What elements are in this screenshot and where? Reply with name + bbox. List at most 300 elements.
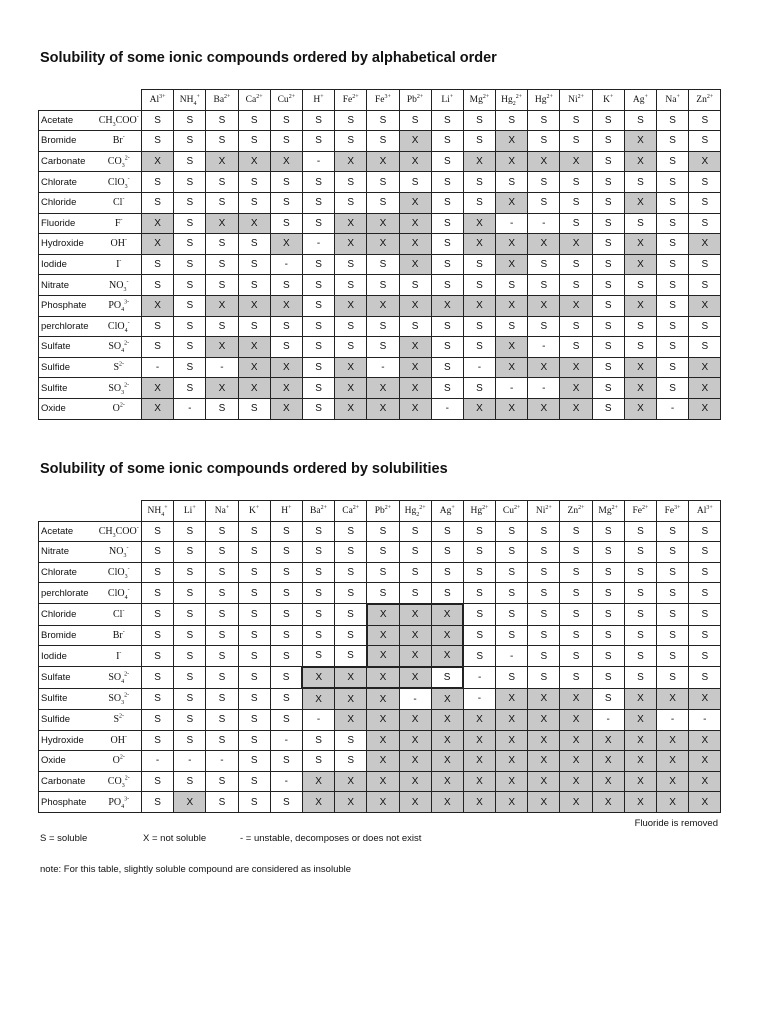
solubility-cell: S [174,730,206,751]
cation-charge: 2+ [545,504,552,511]
solubility-cell: X [528,234,560,255]
solubility-cell: X [463,709,495,730]
solubility-cell: S [238,234,270,255]
solubility-cell: S [592,192,624,213]
solubility-cell: S [238,398,270,419]
solubility-cell: S [624,521,656,542]
solubility-cell: X [624,378,656,399]
solubility-cell: S [463,254,495,275]
solubility-cell: S [174,192,206,213]
solubility-cell: S [206,110,238,131]
solubility-cell: S [302,646,334,667]
table-row [39,521,721,542]
solubility-ordered-table [38,500,721,813]
solubility-cell: S [142,709,174,730]
solubility-cell: S [174,709,206,730]
solubility-cell: X [238,213,270,234]
solubility-cell: X [270,398,302,419]
solubility-cell: S [270,751,302,772]
solubility-cell: S [335,337,367,358]
solubility-cell: S [431,357,463,378]
table-row [39,254,721,275]
solubility-cell: S [496,172,528,193]
solubility-cell: S [560,254,592,275]
solubility-cell: X [560,751,592,772]
cation-header [496,90,528,111]
solubility-cell: X [399,771,431,792]
solubility-cell: X [431,646,463,667]
solubility-cell: X [496,792,528,813]
cation-symbol: Al [149,94,160,105]
cation-charge: 2+ [352,93,359,100]
solubility-cell: S [528,254,560,275]
solubility-cell: S [624,213,656,234]
cation-header [238,501,270,522]
legend-unstable: - = unstable, decomposes or does not exist [240,833,422,844]
solubility-cell: S [431,562,463,583]
solubility-cell: S [302,398,334,419]
solubility-cell: X [528,751,560,772]
solubility-cell: X [592,792,624,813]
formula-part: - [127,566,130,573]
solubility-cell: X [238,295,270,316]
formula-part: O [112,403,120,415]
solubility-cell: S [592,562,624,583]
solubility-cell: S [431,521,463,542]
solubility-cell: S [335,730,367,751]
solubility-cell: S [624,316,656,337]
formula-part: - [124,238,127,245]
solubility-cell: S [206,562,238,583]
solubility-cell: S [142,172,174,193]
solubility-cell: X [367,751,399,772]
solubility-cell: - [528,378,560,399]
cation-header [399,501,431,522]
table-row [39,771,721,792]
solubility-cell: S [560,542,592,563]
solubility-cell: S [528,275,560,296]
cation-symbol: Ni [568,94,578,105]
table-row [39,667,721,689]
header-row [39,501,721,522]
solubility-cell: S [335,316,367,337]
solubility-cell: - [528,213,560,234]
solubility-cell: X [335,709,367,730]
formula-part: 3 [121,389,125,396]
solubility-cell: X [624,295,656,316]
solubility-cell: S [238,688,270,709]
formula-part: - [126,279,129,286]
formula-part: 4 [121,348,125,355]
solubility-cell: X [592,730,624,751]
solubility-cell: S [335,542,367,563]
solubility-cell: X [367,625,399,646]
solubility-cell: S [689,131,721,152]
table-row [39,625,721,646]
cation-charge: + [225,504,230,511]
solubility-cell: S [174,151,206,172]
solubility-table-title: Solubility of some ionic compounds ordered by solubilities [40,461,448,477]
solubility-cell: S [431,254,463,275]
solubility-cell: S [657,583,689,604]
solubility-cell: X [689,378,721,399]
solubility-cell: S [206,709,238,730]
solubility-cell: S [302,730,334,751]
solubility-cell: S [270,625,302,646]
solubility-cell: S [592,337,624,358]
solubility-cell: S [142,337,174,358]
anion-formula [97,583,142,604]
solubility-cell: S [270,667,302,689]
formula-part: 3- [124,299,130,306]
table-row [39,110,721,131]
cation-charge: 2+ [419,504,426,511]
cation-header [142,501,174,522]
formula-part: F [114,217,121,229]
formula-part: - [136,525,139,532]
solubility-cell: X [399,295,431,316]
cation-charge: 2+ [514,504,521,511]
anion-name: Carbonate [39,771,97,792]
solubility-cell: X [335,688,367,709]
formula-part: 2- [119,402,125,409]
solubility-cell: X [560,295,592,316]
solubility-cell: S [270,604,302,625]
cation-header [592,90,624,111]
cation-charge: + [164,504,168,511]
solubility-cell: S [592,151,624,172]
anion-name: Hydroxide [39,234,97,255]
formula-part: CH [98,114,113,126]
solubility-cell: S [592,583,624,604]
solubility-cell: X [270,151,302,172]
solubility-cell: X [142,295,174,316]
solubility-cell: - [206,751,238,772]
solubility-cell: X [142,213,174,234]
solubility-cell: X [367,378,399,399]
solubility-cell: - [302,151,334,172]
solubility-cell: S [528,562,560,583]
solubility-cell: X [528,295,560,316]
solubility-cell: S [496,110,528,131]
formula-part: 3 [112,532,116,539]
cation-charge: + [196,93,200,100]
anion-formula [97,542,142,563]
cation-subscript: 4 [161,511,165,518]
solubility-cell: S [238,521,270,542]
solubility-cell: S [496,562,528,583]
solubility-cell: S [463,110,495,131]
solubility-cell: S [592,254,624,275]
solubility-cell: S [560,646,592,667]
formula-part: O [112,755,120,767]
solubility-cell: S [367,562,399,583]
header-row [39,90,721,111]
solubility-cell: S [302,275,334,296]
solubility-cell: S [335,583,367,604]
solubility-cell: X [399,254,431,275]
solubility-cell: S [657,562,689,583]
solubility-cell: X [367,730,399,751]
solubility-cell: S [496,542,528,563]
solubility-cell: S [174,254,206,275]
solubility-cell: S [431,110,463,131]
solubility-cell: X [302,792,334,813]
solubility-cell: S [624,542,656,563]
solubility-cell: S [431,542,463,563]
solubility-cell: S [399,110,431,131]
cation-charge: 2+ [515,93,523,100]
solubility-cell: S [560,562,592,583]
cation-header [463,90,495,111]
solubility-cell: S [142,131,174,152]
formula-part: S [113,714,120,726]
solubility-cell: X [142,151,174,172]
formula-part: 3 [124,574,128,581]
solubility-cell: X [399,730,431,751]
cation-charge: 2+ [482,93,490,100]
solubility-cell: S [496,667,528,689]
solubility-cell: S [270,213,302,234]
cation-charge: + [192,504,196,511]
cation-header [431,501,463,522]
formula-part: - [119,650,122,657]
solubility-cell: S [431,275,463,296]
table-row [39,730,721,751]
solubility-cell: X [206,151,238,172]
cation-header [528,501,560,522]
formula-part: - [136,114,139,121]
legend-not-soluble: X = not soluble [143,833,207,844]
anion-name: Acetate [39,521,97,542]
solubility-cell: S [496,316,528,337]
cation-subscript: 2 [512,100,516,107]
solubility-cell: - [463,688,495,709]
solubility-cell: S [174,771,206,792]
solubility-cell: S [657,357,689,378]
solubility-cell: X [399,213,431,234]
solubility-cell: S [528,646,560,667]
solubility-cell: X [431,604,463,625]
solubility-cell: - [270,771,302,792]
solubility-cell: S [206,254,238,275]
solubility-cell: S [174,295,206,316]
solubility-cell: X [560,771,592,792]
cation-header [560,501,592,522]
solubility-cell: X [399,337,431,358]
cation-header [238,90,270,111]
formula-part: 4 [121,307,125,314]
anion-formula [97,398,142,419]
anion-name: Sulfate [39,337,97,358]
cation-charge: 2+ [611,504,619,511]
solubility-cell: X [270,378,302,399]
solubility-cell: S [496,275,528,296]
solubility-cell: S [463,604,495,625]
anion-formula [97,688,142,709]
anion-name: Iodide [39,254,97,275]
anion-name: Sulfite [39,378,97,399]
solubility-cell: S [206,688,238,709]
solubility-cell: X [399,192,431,213]
solubility-cell: S [174,357,206,378]
solubility-cell: S [528,667,560,689]
solubility-cell: S [174,625,206,646]
formula-part: ClO [107,320,125,332]
cation-charge: + [451,504,455,511]
solubility-cell: S [206,542,238,563]
solubility-cell: - [463,357,495,378]
alphabetical-solubility-table [38,89,721,420]
cation-symbol: Mg [598,505,612,516]
formula-part: PO [108,796,122,808]
solubility-cell: - [657,398,689,419]
anion-name: Sulfide [39,709,97,730]
solubility-cell: S [657,542,689,563]
formula-part: - [127,320,130,327]
table-row [39,295,721,316]
solubility-cell: X [431,730,463,751]
solubility-cell: S [463,583,495,604]
cation-header [367,501,399,522]
cation-symbol: Ni [535,505,546,516]
solubility-cell: S [206,771,238,792]
formula-part: CO [107,776,122,788]
solubility-cell: X [335,151,367,172]
solubility-cell: S [657,521,689,542]
solubility-cell: X [560,688,592,709]
solubility-cell: X [399,151,431,172]
cation-charge: 3+ [674,504,681,511]
solubility-cell: S [367,316,399,337]
anion-name: Fluoride [39,213,97,234]
solubility-cell: S [463,542,495,563]
table-row [39,151,721,172]
solubility-cell: X [496,357,528,378]
solubility-cell: S [238,771,270,792]
solubility-cell: S [689,110,721,131]
solubility-cell: X [496,337,528,358]
solubility-cell: S [463,131,495,152]
formula-part: 2- [124,775,130,782]
formula-part: - [119,258,122,265]
table-row [39,583,721,604]
solubility-cell: X [657,751,689,772]
solubility-cell: X [399,625,431,646]
solubility-cell: S [399,172,431,193]
solubility-cell: X [463,295,495,316]
solubility-cell: S [238,172,270,193]
cation-header [689,501,721,522]
anion-formula [97,625,142,646]
anion-formula [97,667,142,689]
formula-part: 2- [124,341,130,348]
formula-part: - [124,734,127,741]
cation-header [335,501,367,522]
solubility-cell: - [206,357,238,378]
solubility-cell: S [335,604,367,625]
solubility-cell: S [560,625,592,646]
solubility-cell: X [657,771,689,792]
solubility-cell: S [335,172,367,193]
solubility-cell: S [463,562,495,583]
solubility-cell: S [528,583,560,604]
cation-charge: 2+ [288,93,296,100]
solubility-cell: S [302,110,334,131]
solubility-cell: X [496,709,528,730]
solubility-cell: S [174,562,206,583]
anion-formula [97,254,142,275]
solubility-cell: X [399,131,431,152]
solubility-cell: S [657,378,689,399]
solubility-cell: S [528,604,560,625]
anion-formula [97,316,142,337]
cation-charge: + [644,93,648,100]
solubility-cell: S [560,213,592,234]
solubility-cell: S [689,667,721,689]
solubility-cell: S [689,562,721,583]
solubility-cell: - [367,357,399,378]
cation-header [689,90,721,111]
cation-charge: + [676,93,680,100]
cation-symbol: Li [183,505,193,516]
solubility-cell: S [367,254,399,275]
solubility-cell: S [302,562,334,583]
formula-part: - [122,135,125,142]
cation-header [657,90,689,111]
formula-part: ClO [107,176,125,188]
solubility-cell: S [142,667,174,689]
solubility-cell: S [592,625,624,646]
solubility-cell: X [496,254,528,275]
formula-part: ClO [107,587,125,599]
solubility-cell: S [657,254,689,275]
cation-header [142,90,174,111]
formula-part: SO [108,382,122,394]
solubility-cell: S [142,275,174,296]
solubility-cell: X [238,357,270,378]
solubility-cell: S [592,172,624,193]
formula-part: 4 [121,803,125,810]
solubility-cell: S [335,131,367,152]
formula-part: Br [112,135,123,147]
solubility-cell: X [206,295,238,316]
solubility-cell: X [238,337,270,358]
solubility-cell: X [431,771,463,792]
solubility-cell: X [399,792,431,813]
solubility-cell: S [206,583,238,604]
solubility-cell: X [528,688,560,709]
solubility-cell: X [624,709,656,730]
solubility-cell: X [206,213,238,234]
solubility-cell: X [528,398,560,419]
cation-symbol: Mg [469,94,483,105]
cation-header [528,90,560,111]
solubility-cell: S [238,110,270,131]
solubility-cell: X [624,357,656,378]
solubility-cell: X [624,398,656,419]
cation-charge: 2+ [577,93,584,100]
cation-symbol: Fe [664,505,675,516]
solubility-cell: - [302,234,334,255]
solubility-cell: X [496,730,528,751]
solubility-cell: S [431,234,463,255]
solubility-cell: S [592,213,624,234]
solubility-cell: X [560,151,592,172]
solubility-cell: S [689,625,721,646]
solubility-cell: S [302,583,334,604]
solubility-cell: S [657,192,689,213]
